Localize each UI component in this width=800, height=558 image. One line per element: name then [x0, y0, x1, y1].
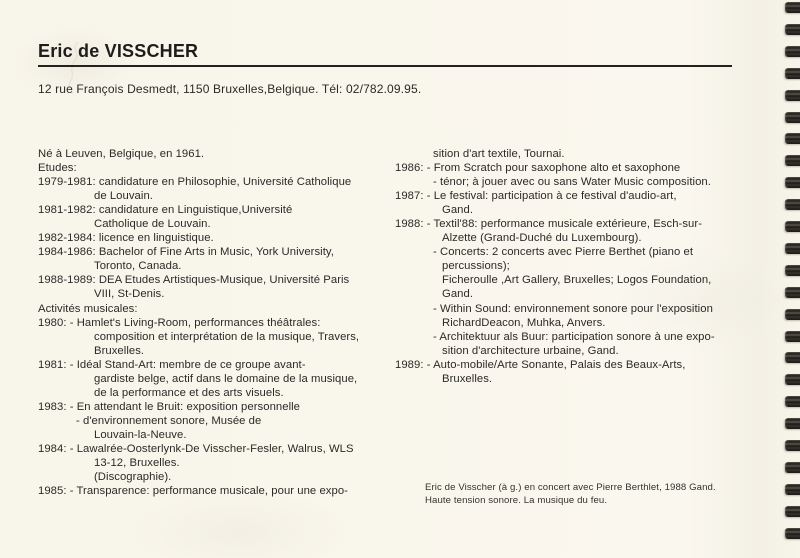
binding-clip — [785, 287, 800, 298]
text-line: 1981-1982: candidature en Linguistique,Université — [38, 204, 293, 217]
text-line: 1981: - Idéal Stand-Art: membre de ce groupe avant- — [38, 358, 306, 371]
text-line: gardiste belge, actif dans le domaine de la musique, — [94, 372, 358, 385]
binding-clip — [785, 265, 800, 276]
text-line: Alzette (Grand-Duché du Luxembourg). — [442, 232, 642, 245]
caption-line: Haute tension sonore. La musique du feu. — [425, 495, 608, 506]
binding-clip — [785, 374, 800, 385]
binding-clip — [785, 46, 800, 57]
text-line: sition d'art textile, Tournai. — [433, 148, 565, 160]
text-line: VIII, St-Denis. — [94, 288, 165, 301]
text-line: 1984-1986: Bachelor of Fine Arts in Music, York University, — [38, 246, 334, 259]
text-line: 1989: - Auto-mobile/Arte Sonante, Palais des Beaux-Arts, — [395, 358, 686, 371]
binding-clip — [785, 331, 800, 342]
binding-clip — [785, 68, 800, 79]
text-line: RichardDeacon, Muhka, Anvers. — [442, 316, 606, 329]
text-line: - Concerts: 2 concerts avec Pierre Berthet (piano et — [433, 246, 694, 259]
page-title: Eric de VISSCHER — [38, 41, 199, 61]
binding-clip — [785, 418, 800, 429]
text-line: 1980: - Hamlet's Living-Room, performances théâtrales: — [38, 316, 321, 329]
text-line: de Louvain. — [94, 190, 153, 203]
binding-clip — [785, 484, 800, 495]
text-line: 1986: - From Scratch pour saxophone alto et saxophone — [395, 162, 681, 175]
binding-clip — [785, 2, 800, 13]
text-line: Gand. — [442, 204, 474, 217]
photo-caption — [425, 481, 755, 507]
text-line: - Architektuur als Buur: participation sonore à une expo- — [433, 330, 715, 343]
binding-clip — [785, 352, 800, 363]
text-line: Bruxelles. — [442, 372, 493, 385]
text-line: 13-12, Bruxelles. — [94, 457, 180, 470]
text-line: Catholique de Louvain. — [94, 218, 211, 231]
text-line: Bruxelles. — [94, 344, 145, 357]
binding-clip — [785, 440, 800, 451]
column-left — [38, 147, 400, 498]
text-line: 1987: - Le festival: participation à ce festival d'audio-art, — [395, 190, 677, 203]
title-rule — [38, 65, 732, 67]
binding-clip — [785, 309, 800, 320]
binding-clip — [785, 177, 800, 188]
text-line: de la performance et des arts visuels. — [94, 386, 284, 399]
text-line: Etudes: — [38, 162, 77, 175]
binding-clip — [785, 112, 800, 123]
text-line: percussions); — [442, 260, 510, 273]
spiral-binding — [776, 0, 800, 558]
text-line: sition d'architecture urbaine, Gand. — [442, 344, 619, 357]
text-line: Ficheroulle ,Art Gallery, Bruxelles; Logos Foundation, — [442, 274, 712, 287]
text-line: 1985: - Transparence: performance musicale, pour une expo- — [38, 485, 348, 498]
text-line: 1988: - Textil'88: performance musicale extérieure, Esch-sur- — [395, 218, 703, 231]
text-line: Louvain-la-Neuve. — [94, 428, 187, 441]
caption-line: Eric de Visscher (à g.) en concert avec Pierre Berthlet, 1988 Gand. — [425, 482, 716, 493]
binding-clip — [785, 506, 800, 517]
binding-clip — [785, 528, 800, 539]
text-line: (Discographie). — [94, 471, 172, 484]
binding-clip — [785, 462, 800, 473]
text-line: composition et interprétation de la musique, Travers, — [94, 330, 360, 343]
text-line: Gand. — [442, 288, 474, 301]
binding-clip — [785, 155, 800, 166]
text-line: - Within Sound: environnement sonore pour l'exposition — [433, 302, 713, 315]
text-line: 1979-1981: candidature en Philosophie, Université Catholique — [38, 176, 352, 189]
binding-clip — [785, 24, 800, 35]
binding-clip — [785, 243, 800, 254]
binding-clip — [785, 396, 800, 407]
binding-clip — [785, 133, 800, 144]
text-line: Toronto, Canada. — [94, 260, 182, 273]
binding-clip — [785, 221, 800, 232]
column-right — [395, 147, 790, 386]
binding-clip — [785, 199, 800, 210]
address-line: 12 rue François Desmedt, 1150 Bruxelles,Belgique. Tél: 02/782.09.95. — [38, 82, 422, 96]
text-line: - ténor; à jouer avec ou sans Water Music composition. — [433, 176, 711, 189]
text-line: 1983: - En attendant le Bruit: exposition personnelle — [38, 400, 301, 413]
text-line: Né à Leuven, Belgique, en 1961. — [38, 148, 205, 160]
text-line: 1982-1984: licence en linguistique. — [38, 232, 214, 245]
text-line: - d'environnement sonore, Musée de — [76, 414, 262, 427]
text-line: 1984: - Lawalrée-Oosterlynk-De Visscher-Fesler, Walrus, WLS — [38, 442, 354, 455]
text-line: Activités musicales: — [38, 302, 138, 315]
text-line: 1988-1989: DEA Etudes Artistiques-Musique, Université Paris — [38, 274, 350, 287]
binding-clip — [785, 90, 800, 101]
